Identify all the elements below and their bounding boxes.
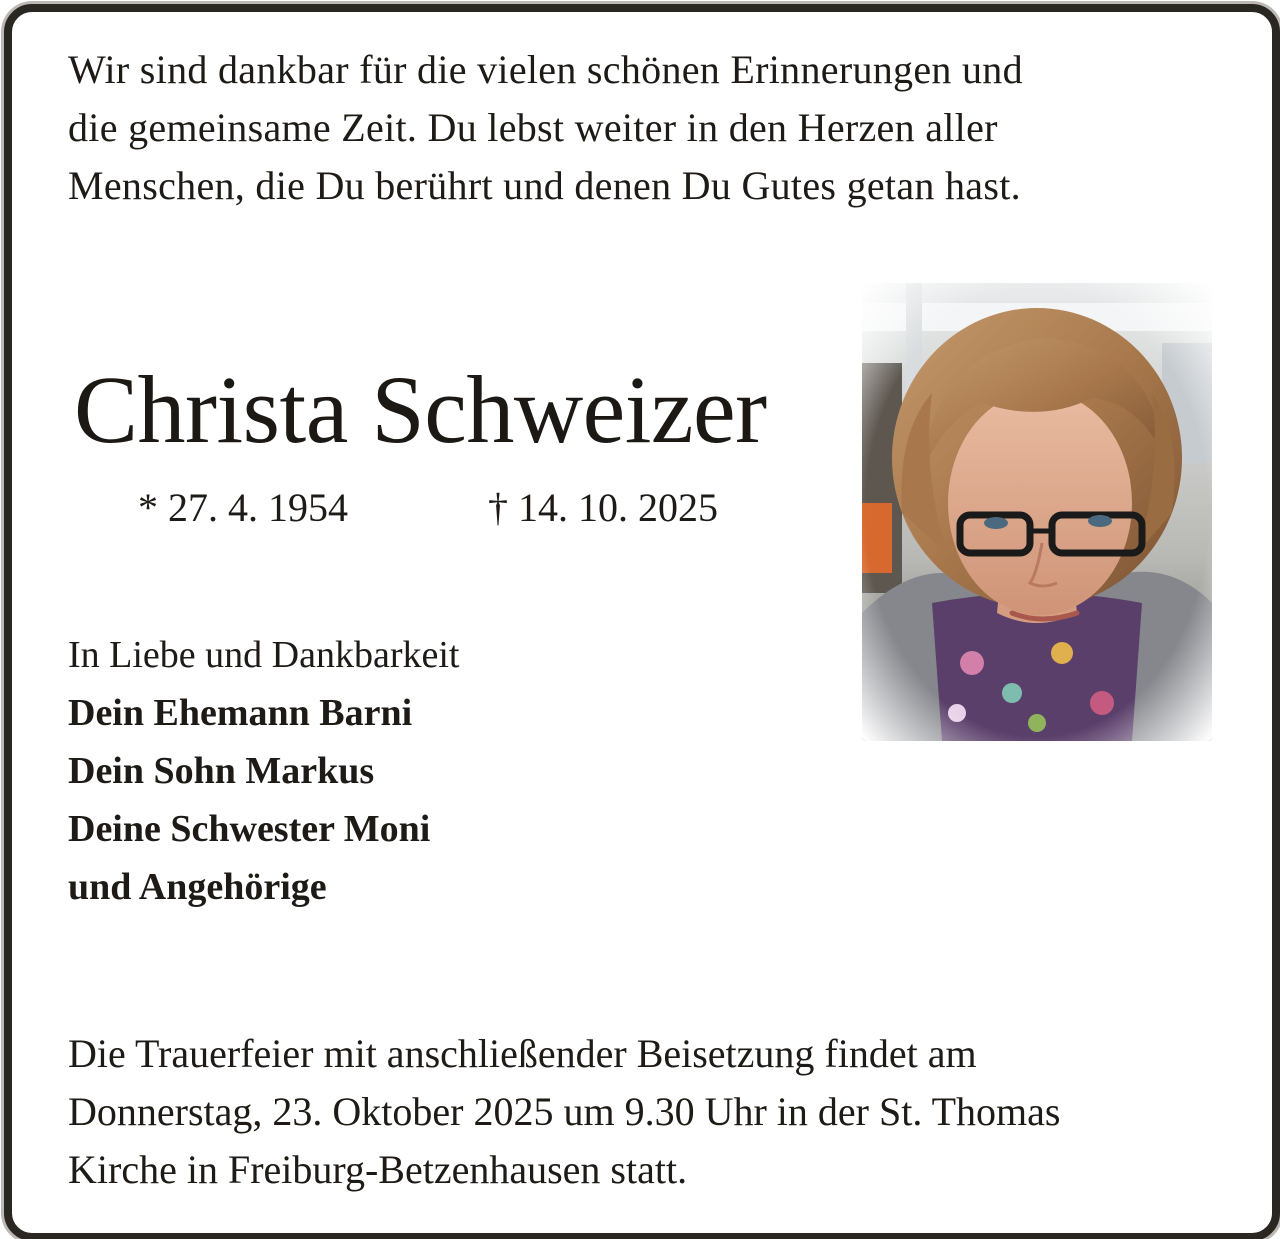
ceremony-line: Kirche in Freiburg-Betzenhausen statt. [68, 1147, 688, 1192]
mourners-list [68, 636, 459, 926]
ceremony-line: Donnerstag, 23. Oktober 2025 um 9.30 Uhr in der St. Thomas [68, 1089, 1061, 1134]
memorial-quote [68, 47, 1023, 224]
ceremony-info [68, 1031, 1061, 1208]
quote-line: die gemeinsame Zeit. Du lebst weiter in den Herzen aller [68, 105, 998, 150]
death-date: † 14. 10. 2025 [488, 485, 718, 530]
birth-date: * 27. 4. 1954 [138, 485, 348, 530]
portrait-photo [862, 283, 1212, 741]
deceased-name: Christa Schweizer [74, 356, 767, 463]
mourners-intro: In Liebe und Dankbarkeit [68, 634, 460, 676]
ceremony-line: Die Trauerfeier mit anschließender Beisetzung findet am [68, 1031, 977, 1076]
quote-line: Wir sind dankbar für die vielen schönen Erinnerungen und [68, 47, 1023, 92]
mourner-name: und Angehörige [68, 866, 327, 908]
mourner-name: Dein Ehemann Barni [68, 692, 413, 734]
mourner-name: Dein Sohn Markus [68, 750, 375, 792]
quote-line: Menschen, die Du berührt und denen Du Gutes getan hast. [68, 163, 1021, 208]
mourner-name: Deine Schwester Moni [68, 808, 431, 850]
portrait-illustration [862, 283, 1212, 741]
